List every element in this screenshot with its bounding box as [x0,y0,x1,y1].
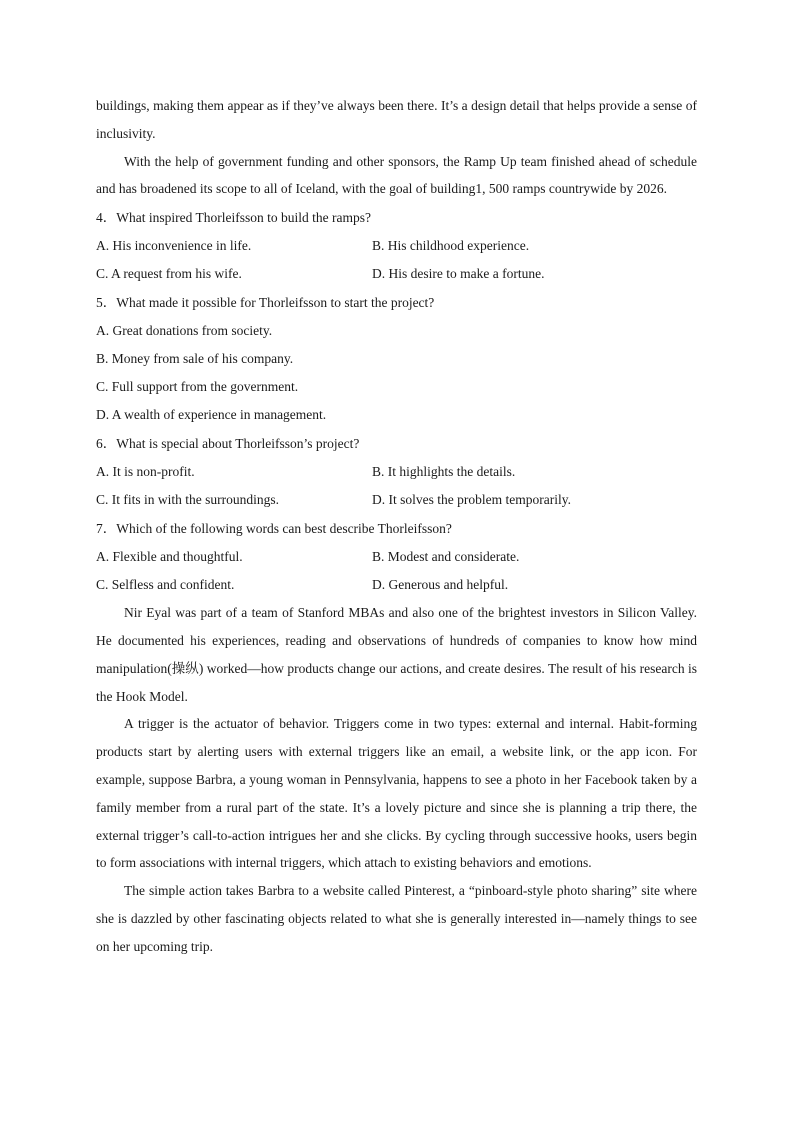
option-d: D. Generous and helpful. [372,577,509,593]
question-stem: 7．Which of the following words can best describe Thorleifsson? [96,521,452,537]
option-c: C. A request from his wife. [96,266,242,282]
question-options [96,317,697,429]
passage-paragraph: The simple action takes Barbra to a website called Pinterest, a “pinboard-style photo sharing” site where she is dazzled by other fascinating objects related to what she is generally interested in—namely things to see on her upcoming trip. [96,883,697,954]
option-b: B. It highlights the details. [372,464,516,480]
passage-paragraph: With the help of government funding and other sponsors, the Ramp Up team finished ahead of schedule and has broadened its scope to all of Iceland, with the goal of building1, 500 ramps countrywide by 2026. [96,153,697,197]
question-stem: 5．What made it possible for Thorleifsson to start the project? [96,295,435,311]
option-b: B. Money from sale of his company. [96,351,294,367]
document-page [96,92,697,961]
option-d: D. A wealth of experience in management. [96,407,327,423]
option-a: A. His inconvenience in life. [96,238,252,254]
passage-paragraph: Nir Eyal was part of a team of Stanford MBAs and also one of the brightest investors in Silicon Valley. He documented his experiences, reading and observations of hundreds of companies to know how mind manipulation(操纵) worked—how products change our actions, and create desires. The result of his research is the Hook Model. [96,605,697,704]
question-options [96,232,697,288]
option-c: C. Selfless and confident. [96,577,235,593]
option-a: A. It is non-profit. [96,464,195,480]
option-d: D. It solves the problem temporarily. [372,492,571,508]
option-a: A. Flexible and thoughtful. [96,549,243,565]
option-b: B. Modest and considerate. [372,549,520,565]
passage-paragraph: buildings, making them appear as if they’ve always been there. It’s a design detail that helps provide a sense of inclusivity. [96,98,697,141]
option-a: A. Great donations from society. [96,323,273,339]
question-options [96,458,697,514]
option-c: C. Full support from the government. [96,379,299,395]
passage-paragraph: A trigger is the actuator of behavior. Triggers come in two types: external and internal. Habit-forming products start by alerting users with external triggers like an email, a website link, or the app icon. For example, suppose Barbra, a young woman in Pennsylvania, happens to see a photo in her Facebook taken by a family member from a rural part of the state. It’s a lovely picture and since she is planning a trip there, the external trigger’s call-to-action intrigues her and she clicks. By cycling through successive hooks, users begin to form associations with internal triggers, which attach to existing behaviors and emotions. [96,716,697,871]
question-stem: 6．What is special about Thorleifsson’s project? [96,436,360,452]
option-b: B. His childhood experience. [372,238,530,254]
option-c: C. It fits in with the surroundings. [96,492,279,508]
question-stem: 4．What inspired Thorleifsson to build the ramps? [96,210,371,226]
question-options [96,543,697,599]
option-d: D. His desire to make a fortune. [372,266,545,282]
